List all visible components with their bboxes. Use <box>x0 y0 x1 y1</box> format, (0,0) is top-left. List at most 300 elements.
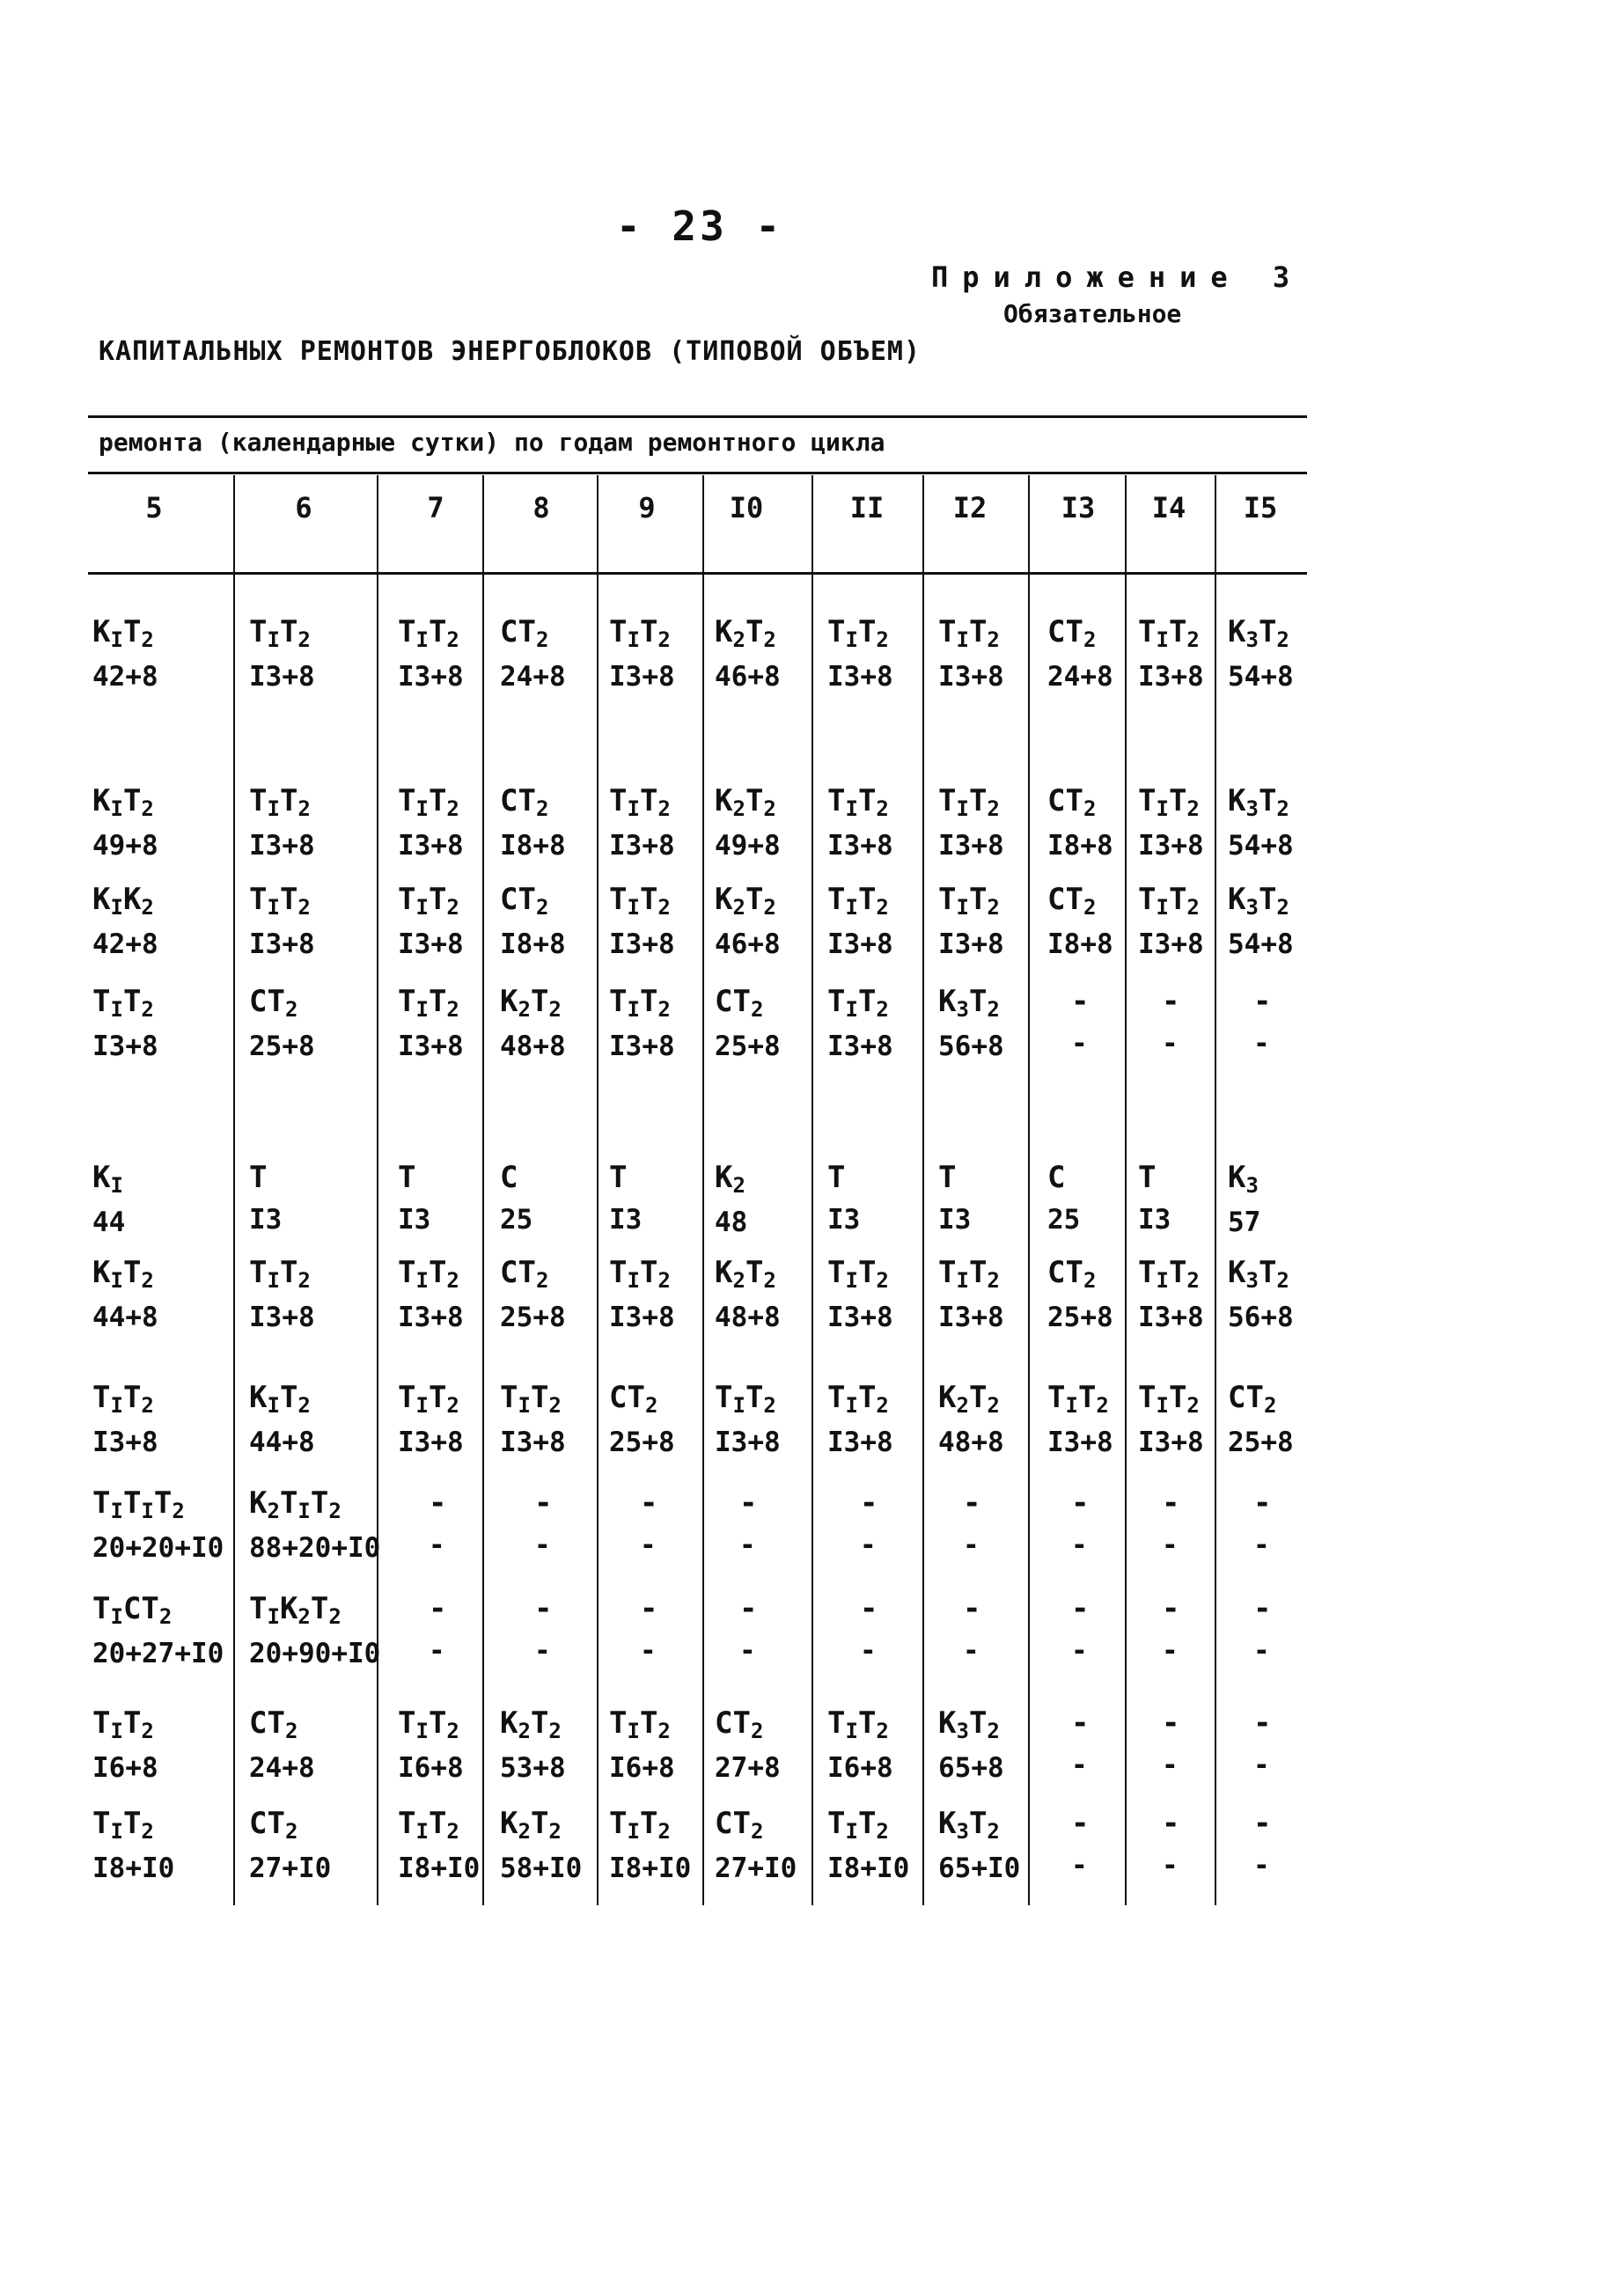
column-divider <box>922 475 924 1905</box>
repair-duration: I3+8 <box>1138 830 1204 862</box>
repair-type: $T_IT_2$ <box>827 984 889 1022</box>
table-cell <box>1253 984 1271 1060</box>
repair-duration: 65+I0 <box>938 1852 1021 1884</box>
repair-duration: 44+8 <box>249 1427 315 1458</box>
table-cell <box>739 1485 757 1561</box>
table-cell <box>860 1591 878 1667</box>
table-cell <box>715 882 781 960</box>
table-cell <box>398 614 464 693</box>
table-cell <box>500 1160 532 1236</box>
repair-type: $K_2T_2$ <box>938 1380 1000 1418</box>
repair-type: $K_3T_2$ <box>1228 882 1289 920</box>
empty-dash: - <box>1162 1485 1180 1521</box>
repair-type: $T_IK_2T_2$ <box>249 1591 341 1629</box>
table-cell <box>827 882 893 960</box>
empty-dash: - <box>963 1591 981 1626</box>
empty-dash: - <box>1162 1529 1179 1561</box>
repair-duration: I3+8 <box>249 928 315 960</box>
repair-type: $CT_2$ <box>1047 882 1097 920</box>
repair-type: T <box>1138 1160 1157 1195</box>
repair-duration: 25 <box>500 1204 533 1236</box>
repair-duration: I3+8 <box>938 830 1004 862</box>
empty-dash: - <box>1071 1635 1088 1667</box>
repair-duration: I8+I0 <box>609 1852 692 1884</box>
column-header-year-6: 6 <box>295 491 312 524</box>
repair-duration: I6+8 <box>92 1752 158 1784</box>
empty-dash: - <box>1253 1485 1272 1521</box>
repair-duration: I3+8 <box>609 830 675 862</box>
repair-type: $T_IT_2$ <box>938 1255 1000 1293</box>
repair-type: $T_IT_2$ <box>398 1255 459 1293</box>
table-cell <box>1228 1255 1294 1333</box>
repair-type: $T_IT_2$ <box>609 1806 671 1844</box>
repair-type: $T_IT_2$ <box>1138 614 1200 652</box>
table-cell <box>963 1485 980 1561</box>
appendix-status: Обязательное <box>1003 299 1182 328</box>
repair-type: $T_IT_2$ <box>827 1380 889 1418</box>
table-cell <box>1138 614 1204 693</box>
table-cell <box>1071 1591 1089 1667</box>
repair-type: $T_IT_2$ <box>398 1806 459 1844</box>
repair-duration: I3+8 <box>398 928 464 960</box>
empty-dash: - <box>1253 1635 1270 1667</box>
table-cell <box>827 1380 893 1458</box>
table-cell <box>92 1160 125 1238</box>
table-cell <box>1253 1485 1271 1561</box>
table-cell <box>1138 1380 1204 1458</box>
repair-duration: 88+20+I0 <box>249 1532 381 1564</box>
empty-dash: - <box>1071 1529 1088 1561</box>
repair-duration: I3+8 <box>827 1302 893 1333</box>
repair-type: $K_2$ <box>715 1160 745 1198</box>
repair-type: T <box>938 1160 957 1195</box>
repair-type: $T_IT_2$ <box>827 783 889 821</box>
repair-duration: I3 <box>1138 1204 1171 1236</box>
table-cell <box>249 1485 380 1564</box>
repair-duration: I3+8 <box>500 1427 566 1458</box>
repair-duration: I3+8 <box>398 1302 464 1333</box>
repair-type: $T_IT_2$ <box>398 783 459 821</box>
repair-type: $T_ICT_2$ <box>92 1591 173 1629</box>
empty-dash: - <box>640 1529 657 1561</box>
table-cell <box>1228 1160 1260 1238</box>
empty-dash: - <box>1071 1028 1088 1060</box>
repair-duration: I3+8 <box>938 661 1004 693</box>
repair-type: $K_3T_2$ <box>938 984 1000 1022</box>
table-cell <box>500 783 566 862</box>
repair-duration: 27+I0 <box>715 1852 797 1884</box>
table-cell <box>1228 1380 1294 1458</box>
repair-duration: I3+8 <box>398 1427 464 1458</box>
table-cell <box>500 984 566 1062</box>
table-cell <box>715 1255 781 1333</box>
repair-type: $T_IT_2$ <box>609 1705 671 1743</box>
table-cell <box>938 1806 1020 1884</box>
repair-duration: 53+8 <box>500 1752 566 1784</box>
column-divider <box>1125 475 1127 1905</box>
repair-type: $CT_2$ <box>500 783 549 821</box>
repair-type: $CT_2$ <box>609 1380 658 1418</box>
table-cell <box>609 1705 675 1784</box>
table-cell <box>92 882 158 960</box>
empty-dash: - <box>1253 1806 1272 1841</box>
repair-type: T <box>827 1160 846 1195</box>
repair-duration: 54+8 <box>1228 661 1294 693</box>
table-cell <box>640 1591 657 1667</box>
repair-type: $K_2T_2$ <box>715 1255 776 1293</box>
repair-duration: 44+8 <box>92 1302 158 1333</box>
empty-dash: - <box>1162 1705 1180 1741</box>
empty-dash: - <box>1071 984 1090 1019</box>
repair-duration: I3 <box>827 1204 861 1236</box>
table-cell <box>715 1380 781 1458</box>
table-cell <box>739 1591 757 1667</box>
empty-dash: - <box>1071 1806 1090 1841</box>
repair-type: $T_IT_2$ <box>398 882 459 920</box>
table-cell <box>963 1591 980 1667</box>
table-cell <box>1071 1485 1089 1561</box>
empty-dash: - <box>1253 1529 1270 1561</box>
repair-duration: I3 <box>609 1204 643 1236</box>
repair-type: $T_IT_2$ <box>1138 783 1200 821</box>
table-cell <box>938 614 1004 693</box>
table-cell <box>249 1806 331 1884</box>
repair-type: T <box>609 1160 628 1195</box>
column-divider <box>482 475 484 1905</box>
document-title: КАПИТАЛЬНЫХ РЕМОНТОВ ЭНЕРГОБЛОКОВ (ТИПОВОЙ ОБЪЕМ) <box>99 336 922 367</box>
table-cell <box>534 1485 552 1561</box>
empty-dash: - <box>1162 984 1180 1019</box>
repair-type: $T_IT_2$ <box>1138 1255 1200 1293</box>
column-header-year-5: 5 <box>145 491 163 524</box>
repair-duration: 65+8 <box>938 1752 1004 1784</box>
table-cell <box>429 1591 446 1667</box>
repair-type: $CT_2$ <box>715 1806 764 1844</box>
table-cell <box>1138 882 1204 960</box>
repair-type: $T_IT_2$ <box>398 614 459 652</box>
empty-dash: - <box>1162 1591 1180 1626</box>
table-cell <box>1162 1705 1179 1781</box>
table-cell <box>715 1160 747 1238</box>
repair-type: $T_IT_2$ <box>609 882 671 920</box>
table-cell <box>640 1485 657 1561</box>
table-cell <box>609 882 675 960</box>
repair-duration: 25+8 <box>715 1031 781 1062</box>
repair-duration: I8+I0 <box>398 1852 481 1884</box>
empty-dash: - <box>963 1635 980 1667</box>
table-cell <box>1228 783 1294 862</box>
table-cell <box>249 1591 380 1669</box>
repair-type: $T_IT_2$ <box>827 1806 889 1844</box>
repair-type: $T_IT_2$ <box>609 614 671 652</box>
repair-duration: I3+8 <box>827 1427 893 1458</box>
table-cell <box>827 1160 860 1236</box>
repair-duration: I3+8 <box>827 928 893 960</box>
repair-duration: I8+I0 <box>827 1852 910 1884</box>
repair-duration: 25+8 <box>500 1302 566 1333</box>
repair-type: $T_IT_2$ <box>92 1705 154 1743</box>
empty-dash: - <box>534 1635 551 1667</box>
empty-dash: - <box>1253 984 1272 1019</box>
table-cell <box>1162 984 1179 1060</box>
repair-duration: 48+8 <box>715 1302 781 1333</box>
table-cell <box>609 1160 642 1236</box>
empty-dash: - <box>534 1485 553 1521</box>
repair-type: $K_2T_2$ <box>715 614 776 652</box>
repair-type: $K_3T_2$ <box>938 1705 1000 1743</box>
repair-type: $K_3T_2$ <box>1228 783 1289 821</box>
table-cell <box>249 783 315 862</box>
repair-duration: 56+8 <box>938 1031 1004 1062</box>
repair-type: $CT_2$ <box>1047 614 1097 652</box>
empty-dash: - <box>860 1485 878 1521</box>
table-cell <box>398 1705 464 1784</box>
table-cell <box>429 1485 446 1561</box>
repair-type: $T_IT_2$ <box>827 882 889 920</box>
repair-duration: I3+8 <box>398 661 464 693</box>
table-cell <box>827 1705 893 1784</box>
table-cell <box>249 1255 315 1333</box>
table-cell <box>398 1380 464 1458</box>
repair-duration: 46+8 <box>715 661 781 693</box>
table-cell <box>938 1160 971 1236</box>
repair-type: $CT_2$ <box>715 984 764 1022</box>
repair-duration: I3+8 <box>398 830 464 862</box>
table-cell <box>92 1806 174 1884</box>
table-cell <box>715 1806 797 1884</box>
repair-type: $CT_2$ <box>1047 1255 1097 1293</box>
table-cell <box>249 1380 315 1458</box>
repair-type: $CT_2$ <box>715 1705 764 1743</box>
repair-duration: 24+8 <box>1047 661 1113 693</box>
repair-type: $K_2T_2$ <box>500 1705 562 1743</box>
column-header-year-15: I5 <box>1243 491 1278 524</box>
column-header-year-8: 8 <box>532 491 550 524</box>
repair-duration: 25+8 <box>1228 1427 1294 1458</box>
repair-duration: I3+8 <box>1138 1427 1204 1458</box>
empty-dash: - <box>1162 1635 1179 1667</box>
column-header-year-7: 7 <box>427 491 444 524</box>
repair-type: $T_IT_2$ <box>249 1255 311 1293</box>
repair-duration: 20+27+I0 <box>92 1638 224 1669</box>
repair-duration: 49+8 <box>92 830 158 862</box>
repair-type: $CT_2$ <box>249 1705 298 1743</box>
repair-type: $K_3T_2$ <box>1228 1255 1289 1293</box>
table-cell <box>715 984 781 1062</box>
table-cell <box>609 1806 691 1884</box>
repair-duration: 56+8 <box>1228 1302 1294 1333</box>
table-cell <box>92 1591 224 1669</box>
empty-dash: - <box>963 1485 981 1521</box>
empty-dash: - <box>739 1591 758 1626</box>
repair-type: $K_3T_2$ <box>938 1806 1000 1844</box>
table-cell <box>1228 614 1294 693</box>
repair-type: $T_IT_2$ <box>938 614 1000 652</box>
repair-duration: I3+8 <box>92 1427 158 1458</box>
repair-type: $T_IT_IT_2$ <box>92 1485 185 1523</box>
table-cell <box>398 783 464 862</box>
repair-type: $CT_2$ <box>249 1806 298 1844</box>
repair-duration: I8+8 <box>1047 830 1113 862</box>
repair-duration: I3+8 <box>938 1302 1004 1333</box>
empty-dash: - <box>429 1591 447 1626</box>
repair-type: $T_IT_2$ <box>398 1380 459 1418</box>
repair-type: T <box>398 1160 416 1195</box>
empty-dash: - <box>640 1485 658 1521</box>
table-cell <box>827 783 893 862</box>
repair-duration: I3+8 <box>398 1031 464 1062</box>
repair-type: $CT_2$ <box>500 614 549 652</box>
table-cell <box>1162 1485 1179 1561</box>
column-divider <box>1028 475 1030 1905</box>
repair-type: $T_IT_2$ <box>827 614 889 652</box>
repair-duration: I3+8 <box>827 830 893 862</box>
repair-duration: I3 <box>398 1204 431 1236</box>
table-cell <box>1047 614 1113 693</box>
repair-duration: I3+8 <box>1138 1302 1204 1333</box>
empty-dash: - <box>429 1635 445 1667</box>
table-cell <box>715 1705 781 1784</box>
empty-dash: - <box>739 1529 756 1561</box>
table-cell <box>938 984 1004 1062</box>
repair-duration: I3+8 <box>609 928 675 960</box>
repair-type: $T_IT_2$ <box>249 882 311 920</box>
table-cell <box>1253 1806 1271 1882</box>
table-cell <box>92 783 158 862</box>
table-cell <box>398 1806 480 1884</box>
table-cell <box>609 783 675 862</box>
repair-duration: 20+90+I0 <box>249 1638 381 1669</box>
table-cell <box>938 1380 1004 1458</box>
table-cell <box>1162 1806 1179 1882</box>
table-cell <box>500 1705 566 1784</box>
repair-duration: 25+8 <box>249 1031 315 1062</box>
empty-dash: - <box>1162 1806 1180 1841</box>
empty-dash: - <box>1162 1850 1179 1882</box>
repair-duration: I3+8 <box>1047 1427 1113 1458</box>
table-cell <box>500 1255 566 1333</box>
repair-duration: I8+8 <box>1047 928 1113 960</box>
repair-type: $CT_2$ <box>1228 1380 1277 1418</box>
appendix-label: Приложение 3 <box>931 260 1304 294</box>
table-cell <box>1047 783 1113 862</box>
repair-duration: 27+I0 <box>249 1852 332 1884</box>
table-cell <box>609 1380 675 1458</box>
repair-duration: 54+8 <box>1228 928 1294 960</box>
empty-dash: - <box>429 1529 445 1561</box>
table-cell <box>938 1255 1004 1333</box>
empty-dash: - <box>1071 1750 1088 1781</box>
table-cell <box>398 1255 464 1333</box>
repair-duration: I3+8 <box>827 1031 893 1062</box>
table-cell <box>860 1485 878 1561</box>
repair-duration: 58+I0 <box>500 1852 583 1884</box>
repair-duration: I3+8 <box>938 928 1004 960</box>
table-cell <box>249 984 315 1062</box>
repair-type: $CT_2$ <box>500 882 549 920</box>
table-cell <box>1138 1255 1204 1333</box>
repair-type: $T_IT_2$ <box>609 984 671 1022</box>
repair-type: $T_IT_2$ <box>1138 882 1200 920</box>
repair-type: $T_IT_2$ <box>1047 1380 1109 1418</box>
table-cell <box>500 882 566 960</box>
column-header-year-13: I3 <box>1061 491 1096 524</box>
repair-duration: I3 <box>938 1204 972 1236</box>
repair-type: $K_IT_2$ <box>249 1380 311 1418</box>
repair-type: $T_IT_2$ <box>92 984 154 1022</box>
table-cell <box>500 1380 566 1458</box>
table-cell <box>92 1705 158 1784</box>
repair-duration: I8+I0 <box>92 1852 175 1884</box>
top-rule <box>88 415 1307 418</box>
repair-type: $K_IT_2$ <box>92 783 154 821</box>
table-cell <box>249 1160 282 1236</box>
column-divider <box>377 475 378 1905</box>
repair-duration: 24+8 <box>500 661 566 693</box>
empty-dash: - <box>534 1529 551 1561</box>
empty-dash: - <box>1071 1485 1090 1521</box>
table-cell <box>398 1160 430 1236</box>
repair-type: $K_3T_2$ <box>1228 614 1289 652</box>
table-subheader: ремонта (календарные сутки) по годам ремонтного цикла <box>99 428 885 457</box>
empty-dash: - <box>1253 1591 1272 1626</box>
repair-type: $T_IT_2$ <box>938 882 1000 920</box>
column-divider <box>233 475 235 1905</box>
repair-type: $T_IT_2$ <box>92 1806 154 1844</box>
table-cell <box>398 984 464 1062</box>
repair-duration: 48 <box>715 1207 748 1238</box>
repair-type: $T_IT_2$ <box>500 1380 562 1418</box>
repair-duration: I3+8 <box>249 661 315 693</box>
repair-duration: I3 <box>249 1204 283 1236</box>
column-header-year-9: 9 <box>638 491 656 524</box>
repair-type: $K_2T_IT_2$ <box>249 1485 341 1523</box>
repair-type: $T_IT_2$ <box>715 1380 776 1418</box>
table-cell <box>938 783 1004 862</box>
table-cell <box>1047 1255 1113 1333</box>
repair-type: $CT_2$ <box>1047 783 1097 821</box>
repair-type: $T_IT_2$ <box>827 1705 889 1743</box>
empty-dash: - <box>1253 1705 1272 1741</box>
table-cell <box>827 614 893 693</box>
repair-type: $K_IT_2$ <box>92 614 154 652</box>
column-divider <box>597 475 599 1905</box>
repair-duration: I3+8 <box>609 1302 675 1333</box>
table-cell <box>1162 1591 1179 1667</box>
repair-duration: I3+8 <box>249 1302 315 1333</box>
table-cell <box>827 984 893 1062</box>
empty-dash: - <box>1071 1705 1090 1741</box>
empty-dash: - <box>1071 1591 1090 1626</box>
empty-dash: - <box>1162 1028 1179 1060</box>
repair-duration: 48+8 <box>500 1031 566 1062</box>
column-divider <box>812 475 813 1905</box>
table-cell <box>1253 1591 1271 1667</box>
repair-duration: I6+8 <box>398 1752 464 1784</box>
repair-type: $K_IK_2$ <box>92 882 154 920</box>
page-number: - 23 - <box>616 202 784 250</box>
empty-dash: - <box>640 1635 657 1667</box>
repair-duration: I6+8 <box>827 1752 893 1784</box>
column-header-year-12: I2 <box>952 491 988 524</box>
repair-type: $T_IT_2$ <box>1138 1380 1200 1418</box>
empty-dash: - <box>860 1591 878 1626</box>
empty-dash: - <box>640 1591 658 1626</box>
repair-duration: I3+8 <box>92 1031 158 1062</box>
empty-dash: - <box>429 1485 447 1521</box>
repair-type: C <box>500 1160 518 1195</box>
table-cell <box>609 1255 675 1333</box>
